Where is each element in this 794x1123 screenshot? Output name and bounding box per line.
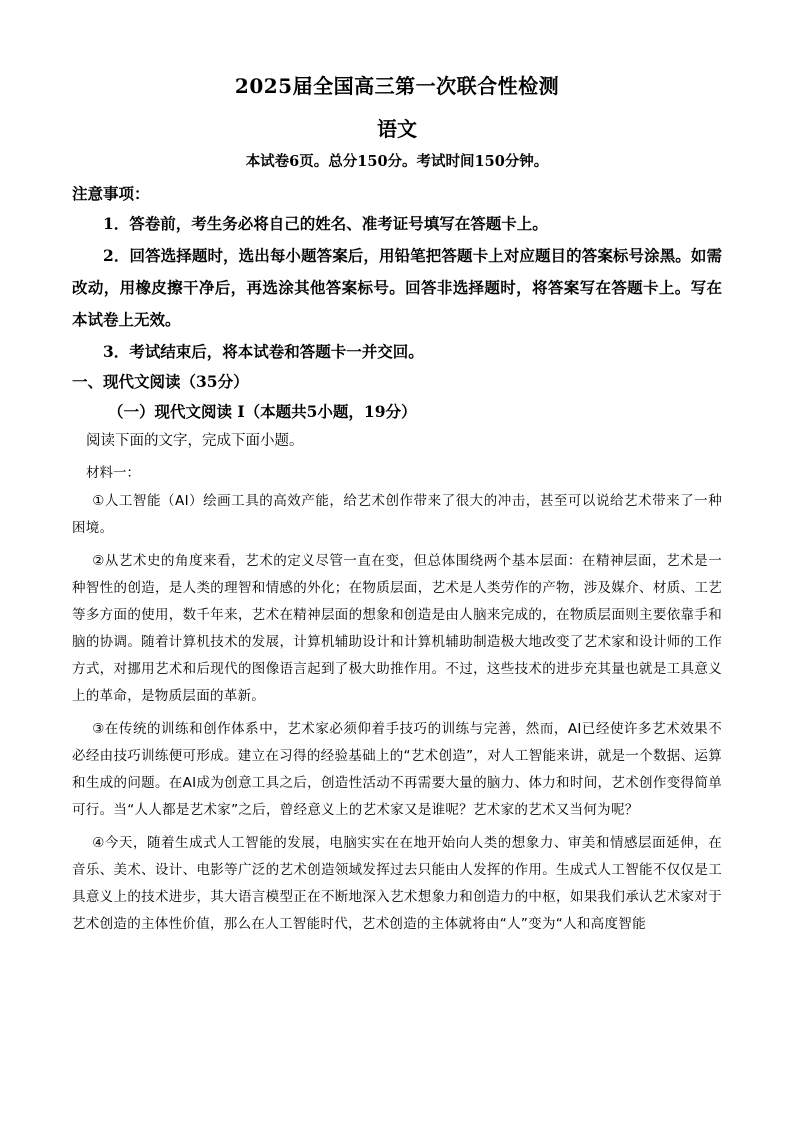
section-title: 一、现代文阅读（35分）	[72, 372, 249, 391]
subsection-title: （一）现代文阅读 I（本题共5小题，19分）	[108, 402, 417, 421]
exam-title: 2025届全国高三第一次联合性检测	[234, 74, 560, 98]
material-paragraph-2: ②从艺术史的角度来看，艺术的定义尽管一直在变，但总体围绕两个基本层面：在精神层面，艺术是一种智性的创造，是人类的理智和情感的外化；在物质层面，艺术是人类劳作的产物，涉及媒介、材质、工艺等多方面的使用，数千年来，艺术在精神层面的想象和创造是由人脑来完成的，在物质层面则主要依靠手和脑的协调。随着计算机技术的发展，计算机辅助设计和计算机辅助制造极大地改变了艺术家和设计师的工作方式，对挪用艺术和后现代的图像语言起到了极大助推作用。不过，这些技术的进步充其量也就是工具意义上的革命，是物质层面的革新。	[72, 553, 722, 704]
material-paragraphs	[72, 488, 722, 944]
notice-list	[72, 208, 722, 368]
material-label: 材料一：	[86, 465, 140, 481]
material-paragraph-1: ①人工智能（AI）绘画工具的高效产能，给艺术创作带来了很大的冲击，甚至可以说给艺术带来了一种困境。	[72, 493, 722, 536]
exam-meta: 本试卷6页。总分150分。考试时间150分钟。	[245, 153, 549, 170]
material-paragraph-3: ③在传统的训练和创作体系中，艺术家必须仰着手技巧的训练与完善，然而，AI已经使许多艺术效果不必经由技巧训练便可形成。建立在习得的经验基础上的“艺术创造”，对人工智能来讲，就是一个数据、运算和生成的问题。在AI成为创意工具之后，创造性活动不再需要大量的脑力、体力和时间，艺术创作变得简单可行。当“人人都是艺术家”之后，曾经意义上的艺术家又是谁呢？艺术家的艺术又当何为呢？	[72, 721, 722, 818]
notice-title: 注意事项：	[72, 184, 150, 203]
notice-item-2: 2．回答选择题时，选出每小题答案后，用铅笔把答题卡上对应题目的答案标号涂黑。如需改动，用橡皮擦干净后，再选涂其他答案标号。回答非选择题时，将答案写在答题卡上。写在本试卷上无效。	[72, 246, 722, 329]
material-paragraph-4: ④今天，随着生成式人工智能的发展，电脑实实在在地开始向人类的想象力、审美和情感层面延伸，在音乐、美术、设计、电影等广泛的艺术创造领域发挥过去只能由人发挥的作用。生成式人工智能不仅仅是工具意义上的技术进步，其大语言模型正在不断地深入艺术想象力和创造力的中枢，如果我们承认艺术家对于艺术创造的主体性价值，那么在人工智能时代，艺术创造的主体就将由“人”变为“人和高度智能	[72, 835, 722, 932]
reading-instruction: 阅读下面的文字，完成下面小题。	[86, 433, 304, 449]
notice-item-3: 3．考试结束后，将本试卷和答题卡一并交回。	[103, 342, 424, 361]
subject-title: 语文	[377, 117, 417, 141]
notice-item-1: 1．答卷前，考生务必将自己的姓名、准考证号填写在答题卡上。	[103, 214, 548, 233]
